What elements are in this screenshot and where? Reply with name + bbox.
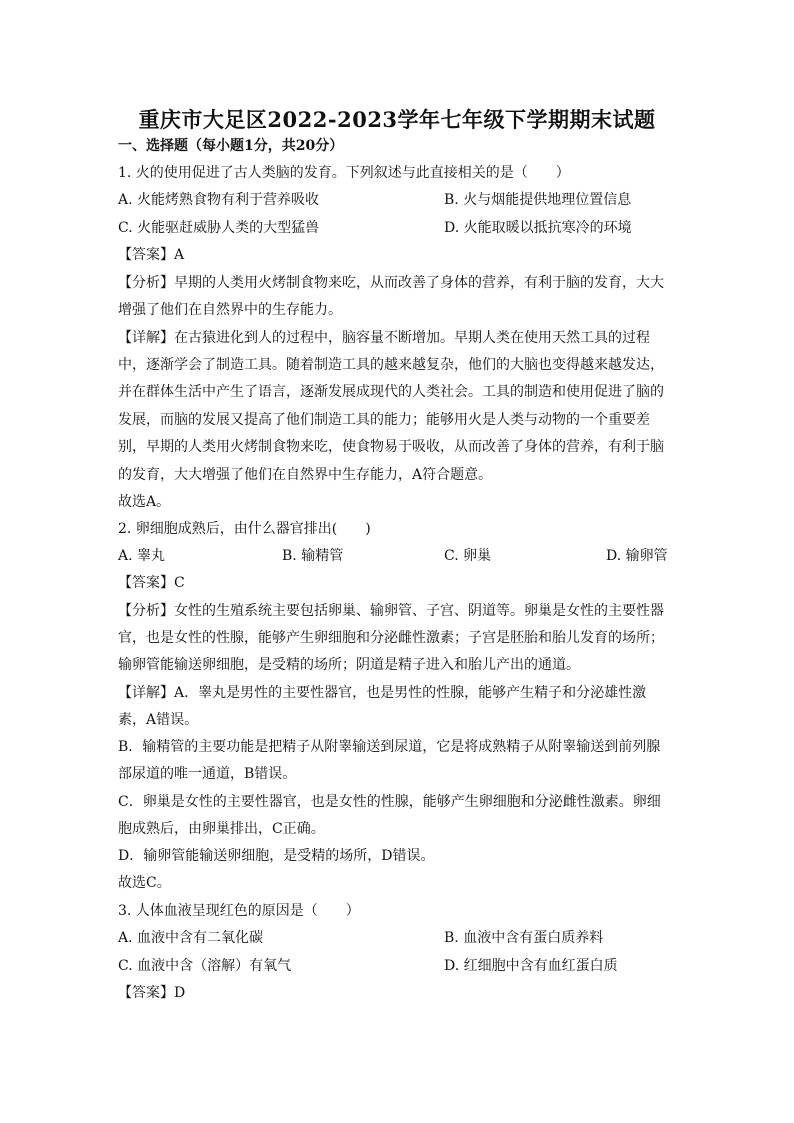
question-2-detail-line: C．卵巢是女性的主要性器官，也是女性的性腺，能够产生卵细胞和分泌雌性激素。卵细 — [118, 794, 661, 810]
question-2-option-a: A. 睾丸 — [118, 548, 166, 564]
question-1-analysis-line: 增强了他们在自然界中的生存能力。 — [118, 302, 342, 318]
question-1-detail-line: 发展，而脑的发展又提高了他们制造工具的能力；能够用火是人类与动物的一个重要差 — [118, 412, 650, 428]
question-2-conclusion: 故选C。 — [118, 875, 171, 891]
question-1-detail-line: 的发育，大大增强了他们在自然界中生存能力，A符合题意。 — [118, 467, 493, 483]
question-1-answer: 【答案】A — [118, 247, 185, 263]
page-title: 重庆市大足区2022-2023学年七年级下学期期末试题 — [138, 107, 656, 132]
question-3-stem: 3. 人体血液呈现红色的原因是（ ） — [118, 903, 360, 919]
question-2-detail-line: D．输卵管能输送卵细胞，是受精的场所，D错误。 — [118, 848, 435, 864]
question-3-answer: 【答案】D — [118, 985, 186, 1001]
question-2-detail-line: 部尿道的唯一通道，B错误。 — [118, 766, 297, 782]
question-1-option-d: D. 火能取暖以抵抗寒冷的环境 — [444, 220, 632, 236]
question-1-detail-line: 【详解】在古猿进化到人的过程中，脑容量不断增加。早期人类在使用天然工具的过程 — [118, 330, 650, 346]
question-2-option-b: B. 输精管 — [282, 548, 344, 564]
question-1-detail-line: 并在群体生活中产生了语言，逐渐发展成现代的人类社会。工具的制造和使用促进了脑的 — [118, 384, 664, 400]
question-2-analysis-line: 输卵管能输送卵细胞，是受精的场所；阴道是精子进入和胎儿产出的通道。 — [118, 657, 580, 673]
question-3-option-d: D. 红细胞中含有血红蛋白质 — [444, 958, 618, 974]
section-heading: 一、选择题（每小题1分，共20分） — [118, 138, 344, 154]
question-2-detail-line: B．输精管的主要功能是把精子从附睾输送到尿道，它是将成熟精子从附睾输送到前列腺 — [118, 739, 661, 755]
question-3-option-a: A. 血液中含有二氧化碳 — [118, 930, 264, 946]
question-1-option-a: A. 火能烤熟食物有利于营养吸收 — [118, 192, 320, 208]
question-2-detail-line: 素，A错误。 — [118, 712, 199, 728]
question-1-stem: 1. 火的使用促进了古人类脑的发育。下列叙述与此直接相关的是（ ） — [118, 165, 570, 181]
question-1-detail-line: 别，早期的人类用火烤制食物来吃，使食物易于吸收，从而改善了身体的营养，有利于脑 — [118, 439, 664, 455]
question-2-analysis-line: 【分析】女性的生殖系统主要包括卵巢、输卵管、子宫、阴道等。卵巢是女性的主要性器 — [118, 603, 664, 619]
question-2-answer: 【答案】C — [118, 575, 185, 591]
question-2-detail-line: 【详解】A．睾丸是男性的主要性器官，也是男性的性腺，能够产生精子和分泌雄性激 — [118, 685, 647, 701]
question-3-option-c: C. 血液中含（溶解）有氧气 — [118, 958, 292, 974]
question-1-detail-line: 中，逐渐学会了制造工具。随着制造工具的越来越复杂，他们的大脑也变得越来越发达， — [118, 357, 664, 373]
question-2-detail-line: 胞成熟后，由卵巢排出，C正确。 — [118, 821, 325, 837]
question-1-conclusion: 故选A。 — [118, 494, 171, 510]
question-2-stem: 2. 卵细胞成熟后，由什么器官排出( ) — [118, 521, 371, 537]
question-3-option-b: B. 血液中含有蛋白质养料 — [444, 930, 604, 946]
question-2-option-d: D. 输卵管 — [606, 548, 668, 564]
question-1-analysis-line: 【分析】早期的人类用火烤制食物来吃，从而改善了身体的营养，有利于脑的发育，大大 — [118, 275, 664, 291]
question-1-option-b: B. 火与烟能提供地理位置信息 — [444, 192, 632, 208]
question-2-option-c: C. 卵巢 — [444, 548, 492, 564]
question-2-analysis-line: 官，也是女性的性腺，能够产生卵细胞和分泌雌性激素；子宫是胚胎和胎儿发育的场所； — [118, 630, 664, 646]
question-1-option-c: C. 火能驱赶威胁人类的大型猛兽 — [118, 220, 320, 236]
